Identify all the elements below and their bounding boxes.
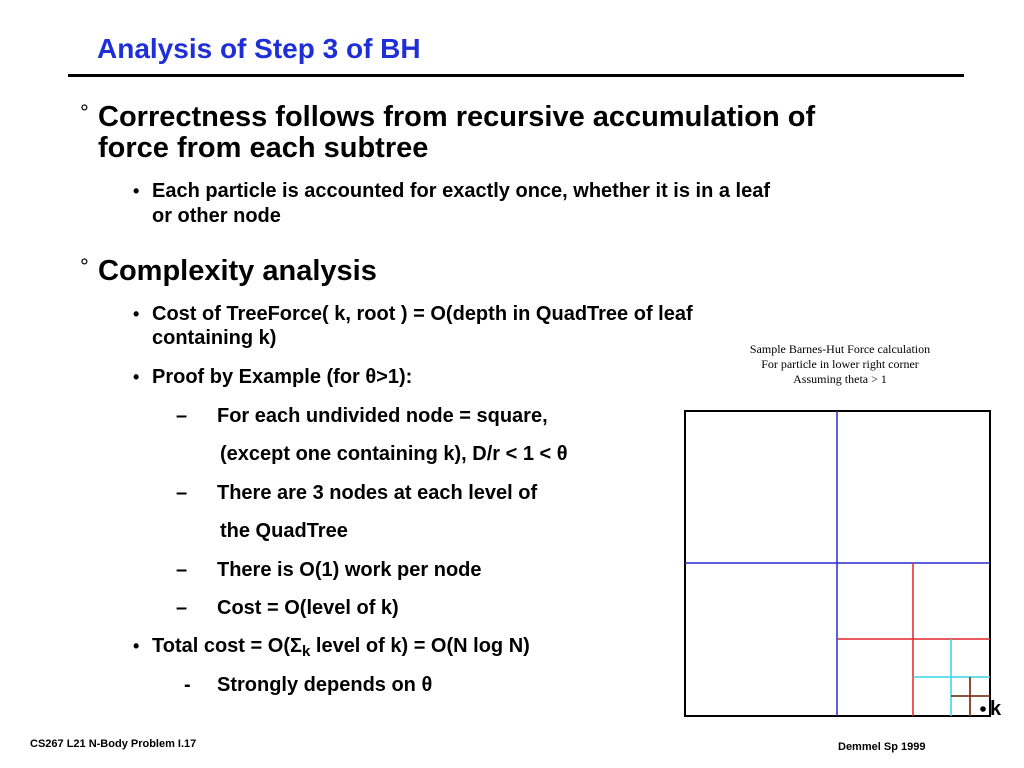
dash1-line2: (except one containing k), D/r < 1 < θ xyxy=(220,443,568,465)
correctness-heading-line1: Correctness follows from recursive accumulation of xyxy=(98,101,816,133)
sub-bullet-marker: • xyxy=(133,181,140,201)
cost-line2: containing k) xyxy=(152,327,277,349)
figure-caption xyxy=(685,342,995,387)
complexity-heading: Complexity analysis xyxy=(98,255,377,287)
each-particle-line2: or other node xyxy=(152,205,281,227)
sub-bullet-marker: • xyxy=(133,636,140,656)
dash-marker: – xyxy=(176,597,188,619)
footer-course-label: CS267 L21 N-Body Problem I.17 xyxy=(30,738,197,750)
sub-bullet-marker: • xyxy=(133,304,140,324)
title-divider xyxy=(68,74,964,77)
total-cost xyxy=(152,636,530,662)
total-cost-prefix: Total cost = O(Σ xyxy=(152,635,302,657)
cost-line1: Cost of TreeForce( k, root ) = O(depth in QuadTree of leaf xyxy=(152,303,693,325)
correctness-heading-line2: force from each subtree xyxy=(98,132,429,164)
each-particle-line1: Each particle is accounted for exactly once, whether it is in a leaf xyxy=(152,180,770,202)
caption-line3: Assuming theta > 1 xyxy=(793,372,887,386)
dash2-line1: There are 3 nodes at each level of xyxy=(217,482,538,504)
dash2-line2: the QuadTree xyxy=(220,520,348,542)
proof-by-example: Proof by Example (for θ>1): xyxy=(152,366,413,388)
dash-marker: – xyxy=(176,482,188,504)
slide-title: Analysis of Step 3 of BH xyxy=(97,33,421,64)
dash3-text: There is O(1) work per node xyxy=(217,559,482,581)
bullet-marker: ° xyxy=(80,100,89,125)
particle-k-label: k xyxy=(990,698,1002,720)
caption-line2: For particle in lower right corner xyxy=(761,357,919,371)
caption-line1: Sample Barnes-Hut Force calculation xyxy=(749,342,931,356)
dash4-text: Cost = O(level of k) xyxy=(217,597,399,619)
dash1-line1: For each undivided node = square, xyxy=(217,405,548,427)
hyphen-marker: - xyxy=(184,674,191,696)
total-cost-suffix: level of k) = O(N log N) xyxy=(310,635,530,657)
strongly-depends: Strongly depends on θ xyxy=(217,674,433,696)
total-cost-subscript: k xyxy=(301,642,311,660)
dash-marker: – xyxy=(176,559,188,581)
quadtree-diagram xyxy=(684,410,992,718)
bullet-marker: ° xyxy=(80,254,89,279)
footer-author-label: Demmel Sp 1999 xyxy=(838,741,926,753)
particle-k-dot xyxy=(980,706,986,712)
sub-bullet-marker: • xyxy=(133,367,140,387)
dash-marker: – xyxy=(176,405,188,427)
